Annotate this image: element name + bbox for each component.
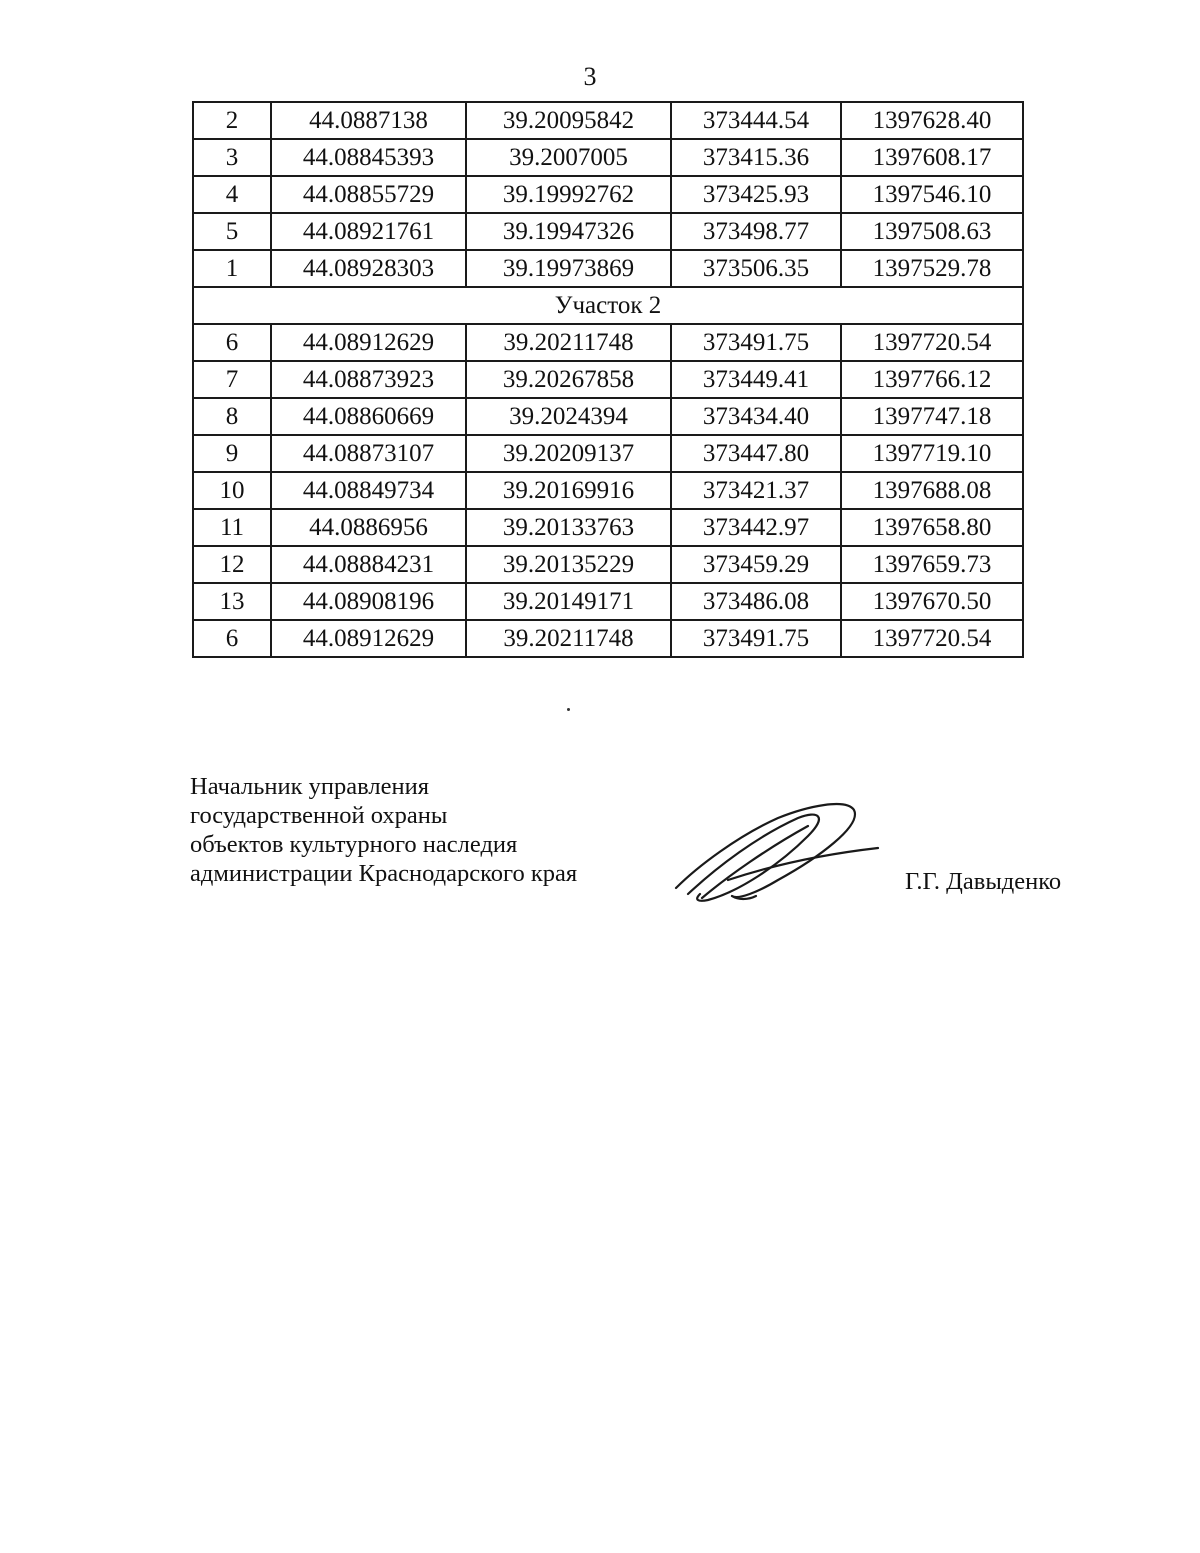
latitude-cell: 44.08912629	[271, 324, 466, 361]
latitude-cell: 44.08849734	[271, 472, 466, 509]
point-number-cell: 13	[193, 583, 271, 620]
y-coordinate-cell: 1397658.80	[841, 509, 1023, 546]
x-coordinate-cell: 373491.75	[671, 324, 841, 361]
x-coordinate-cell: 373506.35	[671, 250, 841, 287]
point-number-cell: 3	[193, 139, 271, 176]
section-header-row	[193, 287, 1023, 324]
x-coordinate-cell: 373425.93	[671, 176, 841, 213]
section-label: Участок 2	[193, 287, 1023, 324]
table-row	[193, 398, 1023, 435]
latitude-cell: 44.08855729	[271, 176, 466, 213]
point-number-cell: 4	[193, 176, 271, 213]
point-number-cell: 9	[193, 435, 271, 472]
table-row	[193, 139, 1023, 176]
latitude-cell: 44.08873107	[271, 435, 466, 472]
x-coordinate-cell: 373498.77	[671, 213, 841, 250]
y-coordinate-cell: 1397766.12	[841, 361, 1023, 398]
point-number-cell: 7	[193, 361, 271, 398]
y-coordinate-cell: 1397719.10	[841, 435, 1023, 472]
latitude-cell: 44.0886956	[271, 509, 466, 546]
table-row	[193, 509, 1023, 546]
latitude-cell: 44.08860669	[271, 398, 466, 435]
y-coordinate-cell: 1397670.50	[841, 583, 1023, 620]
table-row	[193, 213, 1023, 250]
table-row	[193, 324, 1023, 361]
longitude-cell: 39.20211748	[466, 620, 671, 657]
latitude-cell: 44.08912629	[271, 620, 466, 657]
position-line: государственной охраны	[190, 802, 448, 829]
y-coordinate-cell: 1397529.78	[841, 250, 1023, 287]
coordinates-table-body	[193, 102, 1023, 657]
longitude-cell: 39.20149171	[466, 583, 671, 620]
signer-name: Г.Г. Давыденко	[905, 868, 1062, 895]
longitude-cell: 39.20169916	[466, 472, 671, 509]
point-number-cell: 6	[193, 324, 271, 361]
y-coordinate-cell: 1397720.54	[841, 620, 1023, 657]
table-row	[193, 435, 1023, 472]
y-coordinate-cell: 1397747.18	[841, 398, 1023, 435]
x-coordinate-cell: 373447.80	[671, 435, 841, 472]
signatory-position	[190, 772, 577, 888]
stray-mark	[567, 708, 570, 711]
table-row	[193, 620, 1023, 657]
table-row	[193, 546, 1023, 583]
longitude-cell: 39.19973869	[466, 250, 671, 287]
point-number-cell: 11	[193, 509, 271, 546]
x-coordinate-cell: 373434.40	[671, 398, 841, 435]
latitude-cell: 44.0887138	[271, 102, 466, 139]
latitude-cell: 44.08884231	[271, 546, 466, 583]
latitude-cell: 44.08845393	[271, 139, 466, 176]
longitude-cell: 39.2007005	[466, 139, 671, 176]
point-number-cell: 6	[193, 620, 271, 657]
y-coordinate-cell: 1397720.54	[841, 324, 1023, 361]
x-coordinate-cell: 373442.97	[671, 509, 841, 546]
point-number-cell: 1	[193, 250, 271, 287]
handwritten-signature	[668, 796, 888, 916]
longitude-cell: 39.2024394	[466, 398, 671, 435]
table-row	[193, 583, 1023, 620]
latitude-cell: 44.08908196	[271, 583, 466, 620]
table-row	[193, 361, 1023, 398]
position-line: объектов культурного наследия	[190, 831, 518, 858]
longitude-cell: 39.19992762	[466, 176, 671, 213]
x-coordinate-cell: 373486.08	[671, 583, 841, 620]
y-coordinate-cell: 1397608.17	[841, 139, 1023, 176]
longitude-cell: 39.20267858	[466, 361, 671, 398]
point-number-cell: 2	[193, 102, 271, 139]
position-line: Начальник управления	[190, 773, 429, 800]
coordinates-table	[192, 101, 1024, 658]
table-row	[193, 102, 1023, 139]
point-number-cell: 12	[193, 546, 271, 583]
point-number-cell: 10	[193, 472, 271, 509]
table-row	[193, 250, 1023, 287]
point-number-cell: 8	[193, 398, 271, 435]
longitude-cell: 39.20133763	[466, 509, 671, 546]
table-row	[193, 472, 1023, 509]
latitude-cell: 44.08928303	[271, 250, 466, 287]
longitude-cell: 39.20211748	[466, 324, 671, 361]
page-number: 3	[583, 62, 597, 91]
longitude-cell: 39.20135229	[466, 546, 671, 583]
y-coordinate-cell: 1397659.73	[841, 546, 1023, 583]
latitude-cell: 44.08921761	[271, 213, 466, 250]
x-coordinate-cell: 373415.36	[671, 139, 841, 176]
x-coordinate-cell: 373421.37	[671, 472, 841, 509]
longitude-cell: 39.20209137	[466, 435, 671, 472]
x-coordinate-cell: 373444.54	[671, 102, 841, 139]
x-coordinate-cell: 373449.41	[671, 361, 841, 398]
longitude-cell: 39.19947326	[466, 213, 671, 250]
x-coordinate-cell: 373459.29	[671, 546, 841, 583]
longitude-cell: 39.20095842	[466, 102, 671, 139]
y-coordinate-cell: 1397546.10	[841, 176, 1023, 213]
table-row	[193, 176, 1023, 213]
y-coordinate-cell: 1397688.08	[841, 472, 1023, 509]
x-coordinate-cell: 373491.75	[671, 620, 841, 657]
position-line: администрации Краснодарского края	[190, 860, 578, 887]
point-number-cell: 5	[193, 213, 271, 250]
latitude-cell: 44.08873923	[271, 361, 466, 398]
y-coordinate-cell: 1397628.40	[841, 102, 1023, 139]
y-coordinate-cell: 1397508.63	[841, 213, 1023, 250]
